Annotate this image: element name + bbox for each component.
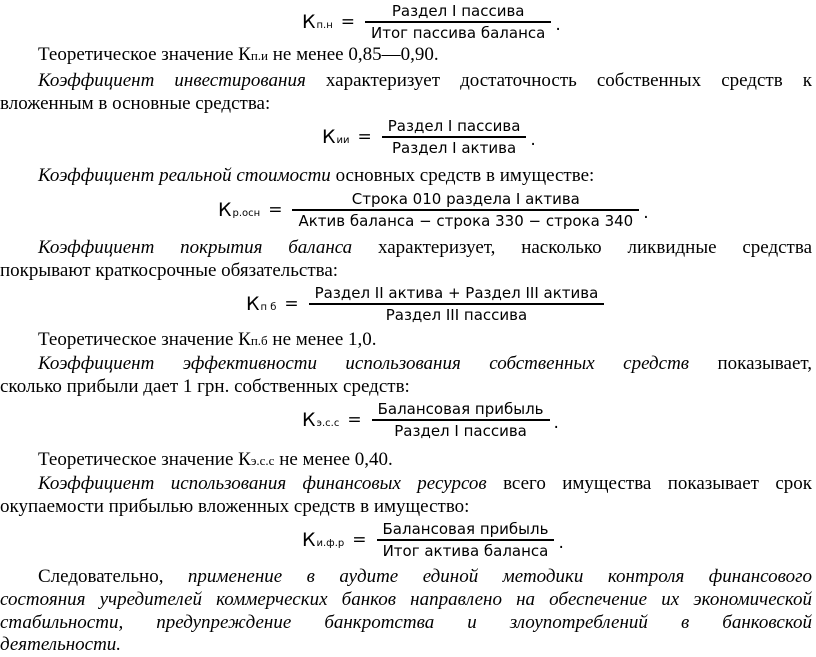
formula-symbol: К п.н — [302, 11, 333, 33]
formula-period: . — [555, 15, 561, 35]
formula-period: . — [530, 130, 536, 150]
equals-sign: = — [268, 200, 283, 220]
numerator: Раздел I пассива — [387, 117, 521, 136]
paragraph-investment-line1: Коэффициент инвестирования характеризует достаточность собственных средств к — [38, 70, 812, 91]
paragraph-investment-line2: вложенным в основные средства: — [0, 93, 271, 114]
paragraph-coverage-line1: Коэффициент покрытия баланса характеризует, насколько ликвидные средства — [38, 237, 812, 258]
conclusion-line3: стабильности, предупреждение банкротства и злоупотреблений в банковской — [0, 612, 812, 633]
paragraph-real-value: Коэффициент реальной стоимости основных средств в имуществе: — [38, 165, 595, 186]
conclusion-line2: состояния учредителей коммерческих банков направлено на обеспечение их экономической — [0, 589, 812, 610]
equals-sign: = — [284, 294, 299, 314]
numerator: Балансовая прибыль — [382, 520, 549, 539]
equals-sign: = — [347, 410, 362, 430]
denominator: Итог актива баланса — [382, 541, 549, 560]
denominator: Раздел III пассива — [385, 305, 528, 324]
numerator: Балансовая прибыль — [377, 400, 544, 419]
fraction — [377, 519, 555, 560]
theoretical-value-1: Теоретическое значение Кп.и не менее 0,85—0,90. — [38, 44, 439, 65]
denominator: Актив баланса − строка 330 − строка 340 — [298, 211, 634, 230]
formula-period: . — [558, 533, 564, 553]
theoretical-value-5: Теоретическое значение Кэ.с.с не менее 0,40. — [38, 449, 393, 470]
denominator: Раздел I актива — [392, 138, 517, 157]
formula-period: . — [553, 413, 559, 433]
fraction — [309, 283, 605, 324]
paragraph-financial-resources-line2: окупаемости прибылью вложенных средств в имущество: — [0, 496, 470, 517]
equals-sign: = — [357, 127, 372, 147]
formula-kpn — [302, 0, 561, 44]
formula-kpb — [246, 282, 608, 326]
formula-kii — [322, 115, 536, 159]
conclusion-line1: Следовательно, применение в аудите единой методики контроля финансового — [38, 566, 812, 587]
formula-symbol: К п б — [246, 293, 277, 315]
equals-sign: = — [352, 530, 367, 550]
fraction — [365, 1, 551, 42]
paragraph-financial-resources-line1: Коэффициент использования финансовых ресурсов всего имущества показывает срок — [38, 473, 813, 494]
denominator: Итог пассива баланса — [371, 23, 546, 42]
paragraph-efficiency-line1: Коэффициент эффективности использования собственных средств показывает, — [38, 353, 813, 374]
formula-krosn — [218, 188, 649, 232]
formula-symbol: К ии — [322, 126, 350, 148]
numerator: Раздел II актива + Раздел III актива — [314, 284, 599, 303]
formula-symbol: К р.осн — [218, 199, 261, 221]
paragraph-coverage-line2: покрывают краткосрочные обязательства: — [0, 260, 339, 281]
conclusion-line4: деятельности. — [0, 634, 122, 655]
fraction — [292, 189, 639, 230]
theoretical-value-4: Теоретическое значение Кп.б не менее 1,0. — [38, 329, 377, 350]
fraction — [372, 399, 550, 440]
fraction — [382, 116, 527, 157]
formula-kifr — [302, 518, 564, 562]
paragraph-efficiency-line2: сколько прибыли дает 1 грн. собственных средств: — [0, 376, 410, 397]
denominator: Раздел I пассива — [394, 421, 527, 440]
numerator: Раздел I пассива — [391, 2, 525, 21]
numerator: Строка 010 раздела I актива — [351, 190, 580, 209]
formula-symbol: К и.ф.р — [302, 529, 345, 551]
formula-kess — [302, 398, 559, 442]
formula-period: . — [643, 203, 649, 223]
formula-symbol: К э.с.с — [302, 409, 340, 431]
equals-sign: = — [340, 12, 356, 32]
